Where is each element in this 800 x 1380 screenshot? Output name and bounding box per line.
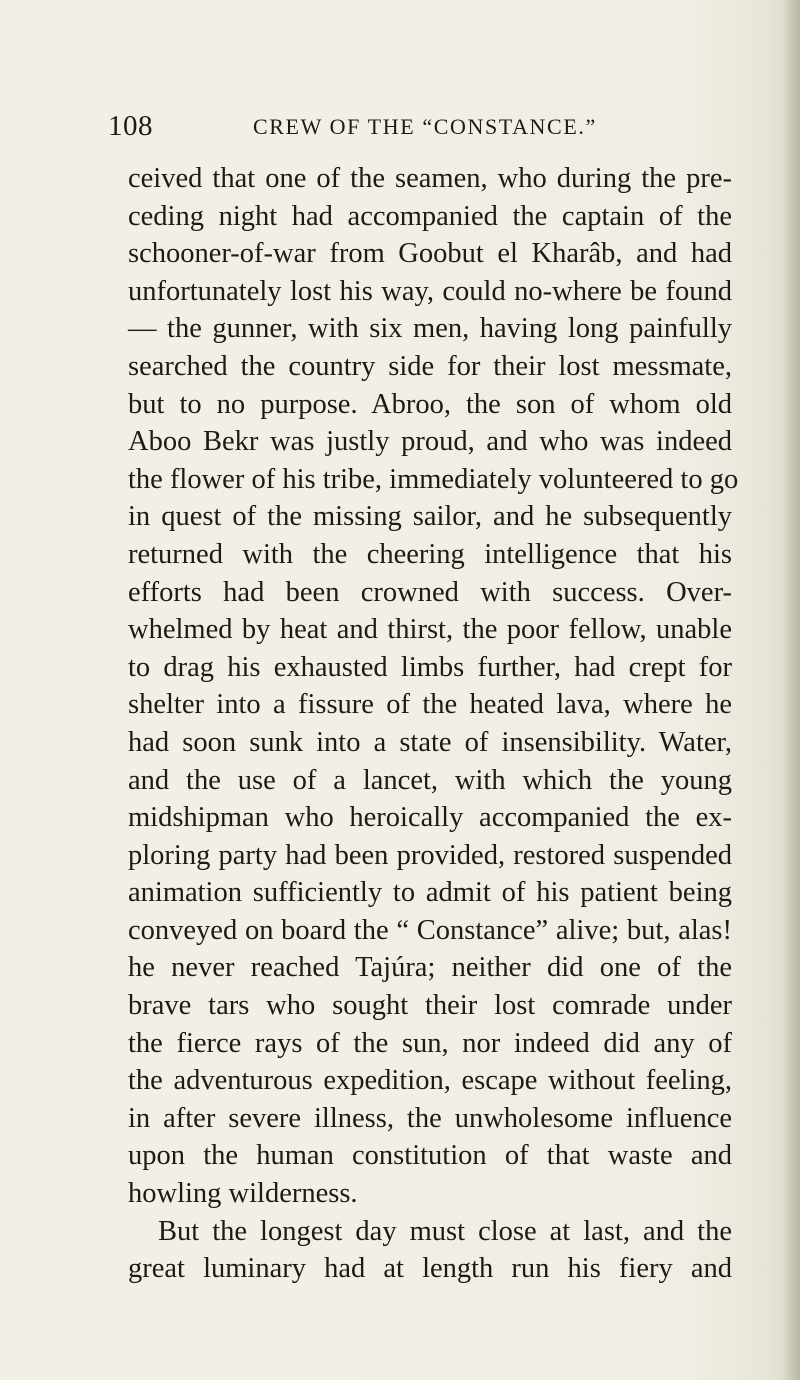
page-number: 108 <box>108 110 153 142</box>
text-line: he never reached Tajúra; neither did one of the <box>128 952 732 984</box>
text-line: shelter into a fissure of the heated lava, where he <box>128 689 732 721</box>
text-line: to drag his exhausted limbs further, had crept for <box>128 651 732 683</box>
page-header <box>108 110 728 150</box>
text-line: returned with the cheering intelligence that his <box>128 538 732 570</box>
text-line: but to no purpose. Abroo, the son of whom old <box>128 388 732 420</box>
text-line: schooner-of-war from Goobut el Kharâb, and had <box>128 238 732 270</box>
text-line: the flower of his tribe, immediately volunteered to go <box>128 463 739 495</box>
text-line: midshipman who heroically accompanied the ex- <box>128 802 732 834</box>
text-line: the fierce rays of the sun, nor indeed did any of <box>128 1027 732 1059</box>
page-edge-shadow <box>782 0 800 1380</box>
body-text <box>128 160 739 1288</box>
text-line: had soon sunk into a state of insensibility. Water, <box>128 726 732 758</box>
text-line: unfortunately lost his way, could no-where be found <box>128 275 732 307</box>
text-line: upon the human constitution of that waste and <box>128 1140 732 1172</box>
text-line: ploring party had been provided, restored suspended <box>128 839 732 871</box>
text-line: efforts had been crowned with success. Over- <box>128 576 732 608</box>
text-line: the adventurous expedition, escape without feeling, <box>128 1065 732 1097</box>
text-line: searched the country side for their lost messmate, <box>128 350 732 382</box>
text-line: brave tars who sought their lost comrade under <box>128 990 732 1022</box>
text-line: conveyed on board the “ Constance” alive; but, alas! <box>128 914 732 946</box>
text-line: in quest of the missing sailor, and he subsequently <box>128 501 732 533</box>
running-head: CREW OF THE “CONSTANCE.” <box>253 114 597 139</box>
text-line: ceived that one of the seamen, who during the pre- <box>128 163 732 194</box>
text-line: great luminary had at length run his fiery and <box>128 1253 732 1285</box>
text-line: whelmed by heat and thirst, the poor fellow, unable <box>128 614 732 646</box>
text-line: in after severe illness, the unwholesome influence <box>128 1102 732 1134</box>
text-line: — the gunner, with six men, having long painfully <box>128 313 732 345</box>
text-line: and the use of a lancet, with which the young <box>128 764 732 796</box>
text-line: animation sufficiently to admit of his patient being <box>128 877 732 909</box>
text-line: ceding night had accompanied the captain of the <box>128 200 732 232</box>
text-line: Aboo Bekr was justly proud, and who was indeed <box>128 426 732 458</box>
text-line-paragraph-start: But the longest day must close at last, and the <box>158 1215 732 1247</box>
text-line-paragraph-end: howling wilderness. <box>128 1178 358 1210</box>
